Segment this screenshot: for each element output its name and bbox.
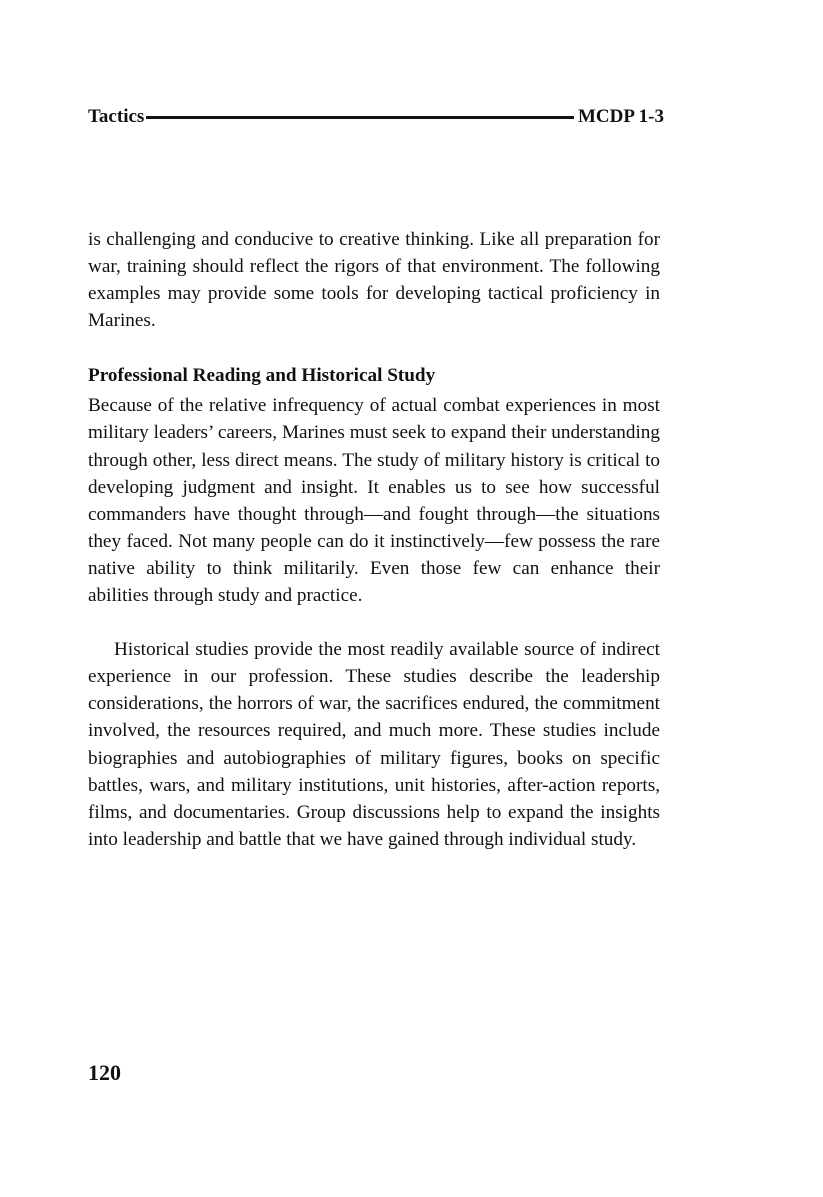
body-paragraph: Historical studies provide the most readily available source of indirect experience in our profession. These studies describe the leadership considerations, the horrors of war, the sacrifices endured, the commitment involved, the resources required, and much more. These studies include biographies and autobiographies of military figures, books on specific battles, wars, and military institutions, unit histories, after-action reports, films, and documentaries. Group discussions help to expand the insights into leadership and battle that we have gained through individual study. — [88, 639, 660, 850]
running-header — [88, 104, 664, 130]
body-paragraph: Because of the relative infrequency of actual combat experiences in most military leaders’ careers, Marines must seek to expand their understanding through other, less direct means. The study of military history is critical to developing judgment and insight. It enables us to see how successful commanders have thought through—and fought through—the situations they faced. Not many people can do it instinctively—few possess the rare native ability to think militarily. Even those few can enhance their abilities through study and practice. — [88, 395, 660, 607]
page-number: 120 — [88, 1060, 121, 1085]
header-rule — [146, 116, 574, 119]
header-publication: MCDP 1-3 — [577, 106, 664, 127]
page-body — [88, 226, 660, 853]
header-title: Tactics — [88, 106, 145, 127]
section-heading: Professional Reading and Historical Study — [88, 365, 436, 387]
body-paragraph: is challenging and conducive to creative thinking. Like all preparation for war, training should reflect the rigors of that environment. The following examples may provide some tools for developing tactical proficiency in Marines. — [88, 229, 660, 332]
